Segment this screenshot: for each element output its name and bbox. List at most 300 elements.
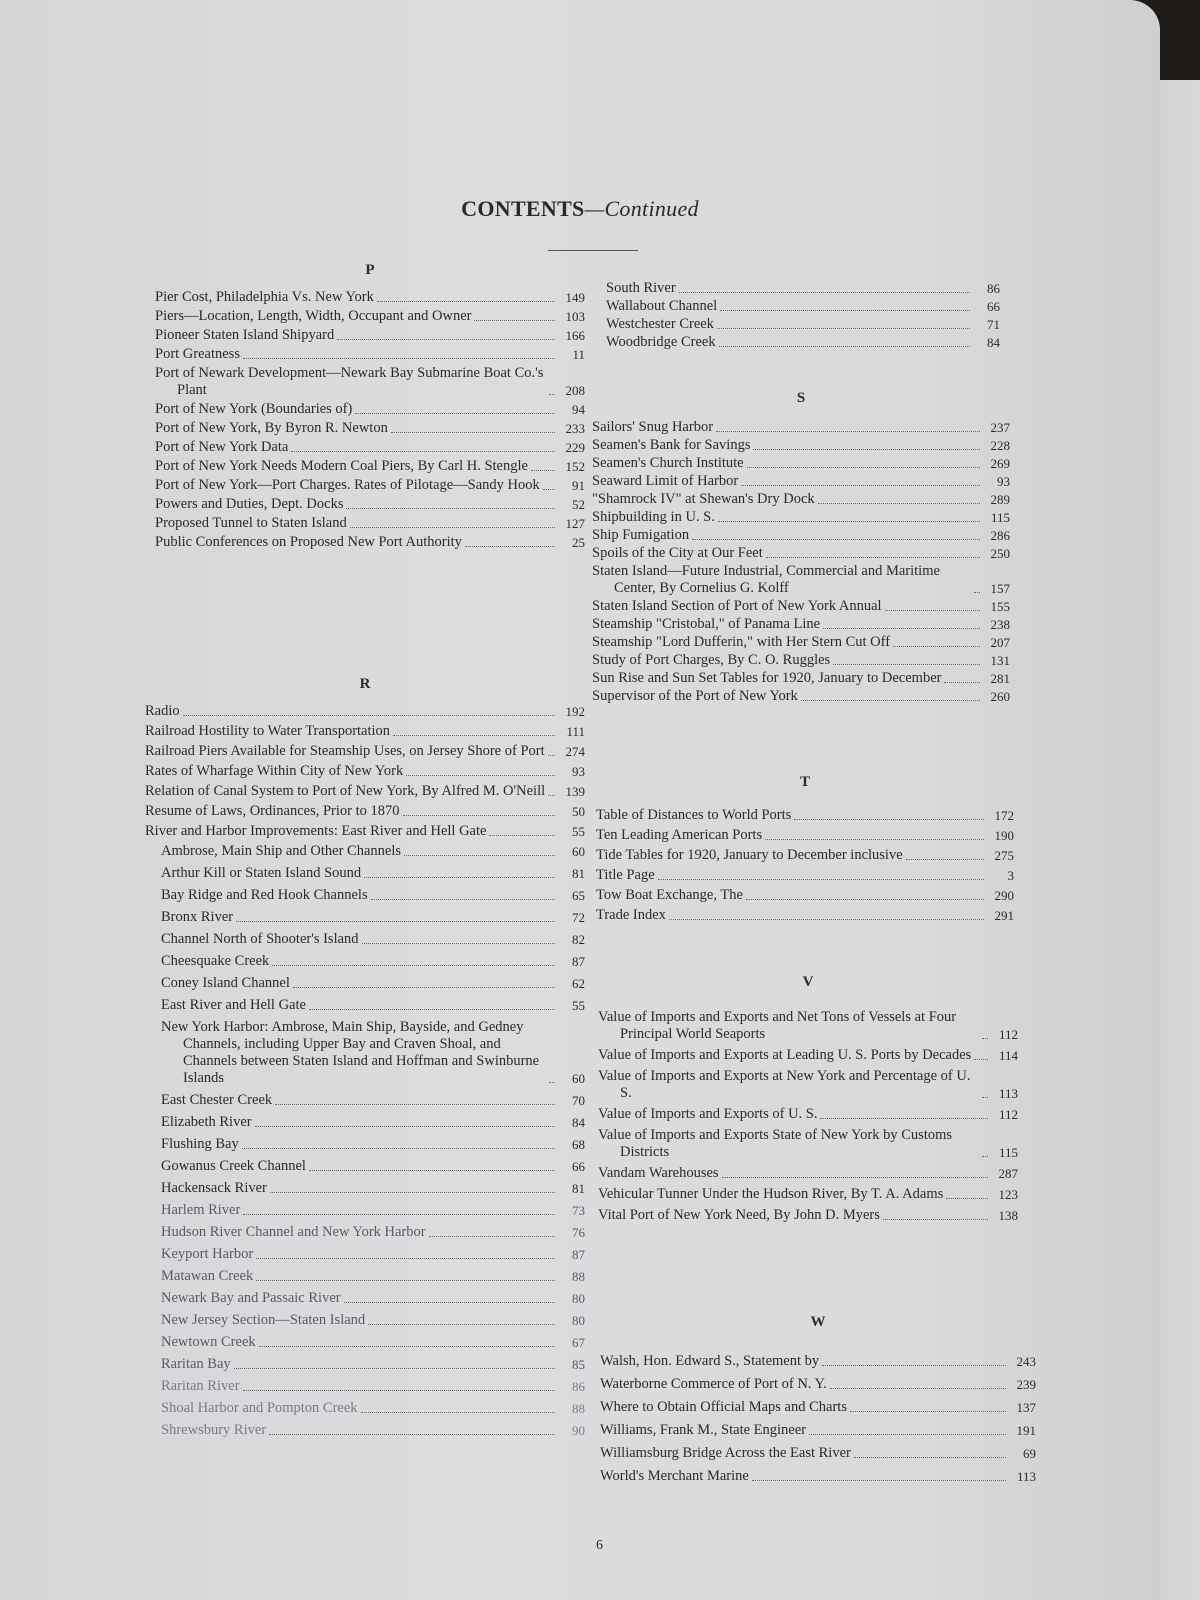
leader-dots (183, 715, 555, 716)
toc-entry-page: 291 (994, 908, 1014, 923)
toc-entry (145, 997, 585, 1014)
toc-entry-title: Steamship "Cristobal," of Panama Line (592, 616, 821, 632)
toc-entry-title: Wallabout Channel (606, 298, 718, 314)
leader-dots (255, 1126, 555, 1127)
toc-entry-title: Staten Island Section of Port of New York Annual (592, 598, 882, 614)
toc-entry-title: Powers and Duties, Dept. Docks (155, 496, 344, 512)
toc-entry-title: Ten Leading American Ports (596, 827, 763, 843)
toc-entry (145, 1422, 585, 1439)
toc-entry (596, 887, 1014, 904)
toc-entry-page: 127 (565, 516, 585, 531)
toc-entry (598, 1068, 1018, 1102)
toc-entry-title: Hackensack River (161, 1180, 267, 1196)
toc-entry-title: Port Greatness (155, 346, 240, 362)
toc-entry (592, 670, 1010, 687)
toc-entry-page: 93 (572, 764, 585, 779)
toc-entry-page: 69 (1023, 1446, 1036, 1461)
toc-entry-page: 228 (990, 438, 1010, 453)
toc-entry-page: 274 (565, 744, 585, 759)
title-divider (548, 250, 638, 251)
toc-entry-title: Rates of Wharfage Within City of New York (145, 763, 404, 779)
toc-entry (145, 803, 585, 820)
toc-entry-title: Woodbridge Creek (606, 334, 716, 350)
toc-entry-title: Public Conferences on Proposed New Port Authority (155, 534, 462, 550)
toc-entry-title: Vandam Warehouses (598, 1165, 719, 1181)
toc-entry (145, 1312, 585, 1329)
toc-entry (155, 534, 585, 551)
toc-entry-title: Vital Port of New York Need, By John D. Myers (598, 1207, 880, 1223)
toc-entry-page: 287 (998, 1166, 1018, 1181)
toc-entry-page: 66 (572, 1159, 585, 1174)
toc-entry-title: Port of Newark Development—Newark Bay Submarine Boat Co.'s Plant (155, 365, 544, 398)
toc-entry (606, 316, 1000, 333)
title-continued: —Continued (584, 196, 699, 221)
leader-dots (974, 592, 980, 593)
toc-entry-page: 113 (1016, 1469, 1036, 1484)
toc-entry-title: Raritan River (161, 1378, 240, 1394)
toc-entry-page: 243 (1016, 1354, 1036, 1369)
toc-entry-page: 25 (572, 535, 585, 550)
toc-entry-page: 166 (565, 328, 585, 343)
toc-entry (592, 688, 1010, 705)
toc-entry (145, 823, 585, 840)
toc-entry (155, 420, 585, 437)
toc-entry (592, 652, 1010, 669)
leader-dots (820, 1118, 988, 1119)
leader-dots (391, 432, 555, 433)
toc-entry (600, 1445, 1036, 1462)
section-t-list (596, 807, 1014, 924)
toc-entry (145, 1246, 585, 1263)
leader-dots (548, 795, 555, 796)
toc-entry-title: Port of New York—Port Charges. Rates of Pilotage—Sandy Hook (155, 477, 540, 493)
toc-entry (155, 327, 585, 344)
leader-dots (718, 521, 980, 522)
leader-dots (833, 664, 980, 665)
toc-entry (145, 843, 585, 860)
toc-entry-title: Shoal Harbor and Pompton Creek (161, 1400, 358, 1416)
leader-dots (719, 346, 970, 347)
toc-entry (596, 807, 1014, 824)
section-letter-w: W (810, 1314, 826, 1330)
toc-entry (145, 783, 585, 800)
toc-entry-title: Title Page (596, 867, 655, 883)
toc-entry (598, 1186, 1018, 1203)
toc-entry (155, 401, 585, 418)
toc-entry (145, 723, 585, 740)
section-letter-r: R (359, 676, 371, 692)
toc-entry-page: 84 (572, 1115, 585, 1130)
leader-dots (794, 819, 984, 820)
toc-entry-page: 50 (572, 804, 585, 819)
leader-dots (337, 339, 555, 340)
leader-dots (489, 835, 555, 836)
section-s (592, 390, 1010, 706)
toc-entry-title: Sun Rise and Sun Set Tables for 1920, January to December (592, 670, 942, 686)
leader-dots (669, 919, 984, 920)
toc-entry-page: 82 (572, 932, 585, 947)
toc-entry-title: Piers—Location, Length, Width, Occupant and Owner (155, 308, 472, 324)
toc-entry-page: 111 (566, 724, 585, 739)
leader-dots (256, 1280, 555, 1281)
toc-entry (592, 563, 1010, 597)
leader-dots (406, 775, 555, 776)
toc-entry (596, 847, 1014, 864)
leader-dots (746, 899, 984, 900)
toc-entry (598, 1106, 1018, 1123)
toc-entry-page: 66 (987, 299, 1000, 314)
toc-entry-page: 81 (572, 866, 585, 881)
toc-entry (145, 1092, 585, 1109)
leader-dots (830, 1388, 1006, 1389)
leader-dots (362, 943, 555, 944)
toc-entry-page: 86 (572, 1379, 585, 1394)
toc-entry (155, 515, 585, 532)
toc-entry (145, 887, 585, 904)
toc-entry-page: 155 (990, 599, 1010, 614)
toc-entry (145, 1224, 585, 1241)
section-letter-t: T (799, 774, 810, 790)
section-letter-v: V (802, 974, 814, 990)
toc-entry (155, 346, 585, 363)
leader-dots (275, 1104, 555, 1105)
toc-entry (145, 763, 585, 780)
toc-entry (145, 743, 585, 760)
section-v-list (598, 1009, 1018, 1224)
toc-entry-title: Raritan Bay (161, 1356, 231, 1372)
toc-entry-page: 86 (987, 281, 1000, 296)
leader-dots (944, 682, 980, 683)
toc-entry-title: Value of Imports and Exports and Net Tons of Vessels at Four Principal World Seaports (598, 1009, 957, 1042)
leader-dots (368, 1324, 555, 1325)
toc-entry-page: 238 (990, 617, 1010, 632)
leader-dots (679, 292, 970, 293)
toc-entry-title: Railroad Piers Available for Steamship Uses, on Jersey Shore of Port (145, 743, 545, 759)
leader-dots (823, 628, 980, 629)
toc-entry-title: River and Harbor Improvements: East River and Hell Gate (145, 823, 487, 839)
toc-entry-title: Trade Index (596, 907, 666, 923)
toc-entry-title: Elizabeth River (161, 1114, 252, 1130)
section-s-list (592, 419, 1010, 705)
toc-entry-title: Williamsburg Bridge Across the East River (600, 1445, 851, 1461)
leader-dots (818, 503, 980, 504)
toc-entry-page: 115 (990, 510, 1010, 525)
toc-entry (145, 1290, 585, 1307)
toc-entry-page: 88 (572, 1269, 585, 1284)
toc-entry-page: 87 (572, 1247, 585, 1262)
section-letter-p: P (365, 262, 375, 278)
toc-entry-title: Hudson River Channel and New York Harbor (161, 1224, 426, 1240)
leader-dots (765, 839, 984, 840)
toc-entry-page: 286 (990, 528, 1010, 543)
toc-entry (598, 1165, 1018, 1182)
leader-dots (720, 310, 970, 311)
toc-entry (596, 827, 1014, 844)
toc-entry-page: 71 (987, 317, 1000, 332)
toc-entry-title: Coney Island Channel (161, 975, 290, 991)
toc-entry-title: Matawan Creek (161, 1268, 254, 1284)
toc-entry-title: Tow Boat Exchange, The (596, 887, 743, 903)
toc-entry (145, 975, 585, 992)
toc-entry-title: Port of New York Data (155, 439, 289, 455)
section-r-list (145, 703, 585, 840)
leader-dots (752, 1480, 1006, 1481)
leader-dots (344, 1302, 555, 1303)
toc-entry-page: 233 (565, 421, 585, 436)
toc-entry-page: 157 (990, 581, 1010, 596)
section-v (598, 974, 1018, 1228)
toc-entry (145, 1378, 585, 1395)
toc-entry-title: Proposed Tunnel to Staten Island (155, 515, 347, 531)
leader-dots (350, 527, 555, 528)
section-letter-s: S (796, 390, 806, 406)
toc-entry-title: Radio (145, 703, 180, 719)
toc-entry-page: 172 (994, 808, 1014, 823)
toc-entry-title: Railroad Hostility to Water Transportation (145, 723, 391, 739)
toc-entry-title: Tide Tables for 1920, January to December inclusive (596, 847, 903, 863)
toc-entry (592, 437, 1010, 454)
toc-entry-title: Port of New York (Boundaries of) (155, 401, 353, 417)
toc-entry-title: Flushing Bay (161, 1136, 239, 1152)
toc-entry (592, 616, 1010, 633)
toc-entry-page: 191 (1016, 1423, 1036, 1438)
toc-entry (596, 867, 1014, 884)
toc-entry-title: New York Harbor: Ambrose, Main Ship, Bayside, and Gedney Channels, including Upper Bay and Craven Shoal, and Channels between Staten Island and Hoffman and Swinburne Islands (161, 1019, 540, 1086)
toc-entry-title: Pioneer Staten Island Shipyard (155, 327, 335, 343)
toc-entry-page: 112 (998, 1107, 1018, 1122)
toc-entry-page: 149 (565, 290, 585, 305)
section-p (155, 262, 585, 553)
toc-entry-page: 67 (572, 1335, 585, 1350)
toc-entry-title: Steamship "Lord Dufferin," with Her Stern Cut Off (592, 634, 891, 650)
toc-entry-page: 52 (572, 497, 585, 512)
toc-entry (145, 1180, 585, 1197)
leader-dots (722, 1177, 988, 1178)
toc-entry-page: 76 (572, 1225, 585, 1240)
page-number: 6 (596, 1538, 603, 1553)
toc-entry-page: 55 (572, 998, 585, 1013)
toc-entry-page: 103 (565, 309, 585, 324)
toc-entry-title: Ship Fumigation (592, 527, 690, 543)
toc-entry-page: 138 (998, 1208, 1018, 1223)
toc-entry-title: Relation of Canal System to Port of New York, By Alfred M. O'Neill (145, 783, 546, 799)
toc-entry-title: World's Merchant Marine (600, 1468, 749, 1484)
leader-dots (809, 1434, 1006, 1435)
toc-entry (592, 545, 1010, 562)
leader-dots (543, 489, 555, 490)
leader-dots (717, 328, 970, 329)
leader-dots (243, 358, 555, 359)
toc-entry (600, 1399, 1036, 1416)
toc-entry (145, 1202, 585, 1219)
toc-entry-title: Williams, Frank M., State Engineer (600, 1422, 807, 1438)
toc-entry (592, 455, 1010, 472)
toc-entry-page: 70 (572, 1093, 585, 1108)
leader-dots (234, 1368, 555, 1369)
toc-entry (145, 909, 585, 926)
toc-entry (606, 280, 1000, 297)
section-w (600, 1314, 1036, 1491)
toc-entry-page: 112 (998, 1027, 1018, 1042)
toc-entry-title: Newark Bay and Passaic River (161, 1290, 341, 1306)
toc-entry-title: Port of New York Needs Modern Coal Piers, By Carl H. Stengle (155, 458, 528, 474)
leader-dots (531, 470, 555, 471)
toc-entry-title: Walsh, Hon. Edward S., Statement by (600, 1353, 820, 1369)
toc-entry-title: Value of Imports and Exports at New York and Percentage of U. S. (598, 1068, 971, 1101)
leader-dots (465, 546, 555, 547)
section-r (145, 676, 585, 1444)
toc-entry-title: Spoils of the City at Our Feet (592, 545, 763, 561)
toc-entry (145, 1400, 585, 1417)
toc-entry-title: Keyport Harbor (161, 1246, 254, 1262)
section-r-continued (606, 280, 1000, 352)
toc-entry-title: East River and Hell Gate (161, 997, 306, 1013)
toc-entry (155, 289, 585, 306)
toc-entry-title: Sailors' Snug Harbor (592, 419, 714, 435)
toc-entry (145, 1334, 585, 1351)
leader-dots (982, 1097, 988, 1098)
section-r-sublist (145, 843, 585, 1439)
toc-entry-page: 93 (997, 474, 1010, 489)
toc-entry-title: Arthur Kill or Staten Island Sound (161, 865, 362, 881)
toc-entry-title: Shipbuilding in U. S. (592, 509, 715, 525)
leader-dots (291, 451, 555, 452)
toc-entry (155, 308, 585, 325)
toc-entry (145, 1114, 585, 1131)
leader-dots (309, 1009, 555, 1010)
toc-entry (598, 1047, 1018, 1064)
toc-entry (145, 703, 585, 720)
toc-entry-title: Westchester Creek (606, 316, 714, 332)
toc-entry (155, 439, 585, 456)
toc-entry-page: 73 (572, 1203, 585, 1218)
toc-entry (592, 598, 1010, 615)
toc-entry (145, 1268, 585, 1285)
toc-entry-page: 65 (572, 888, 585, 903)
leader-dots (822, 1365, 1006, 1366)
toc-entry-page: 80 (572, 1291, 585, 1306)
leader-dots (377, 301, 555, 302)
toc-entry-page: 290 (994, 888, 1014, 903)
leader-dots (716, 431, 980, 432)
leader-dots (242, 1148, 555, 1149)
toc-entry (145, 865, 585, 882)
toc-entry (592, 527, 1010, 544)
leader-dots (982, 1156, 988, 1157)
leader-dots (404, 855, 555, 856)
page-title (0, 196, 1160, 222)
toc-entry-page: 137 (1016, 1400, 1036, 1415)
leader-dots (243, 1390, 555, 1391)
toc-entry-title: Bronx River (161, 909, 234, 925)
leader-dots (741, 485, 980, 486)
toc-entry (600, 1353, 1036, 1370)
toc-entry-page: 260 (990, 689, 1010, 704)
toc-entry-page: 91 (572, 478, 585, 493)
toc-entry (592, 509, 1010, 526)
toc-entry (145, 1136, 585, 1153)
leader-dots (393, 735, 555, 736)
toc-entry (600, 1376, 1036, 1393)
toc-entry-page: 3 (1007, 868, 1014, 883)
toc-entry-page: 229 (565, 440, 585, 455)
leader-dots (293, 987, 555, 988)
toc-entry-page: 85 (572, 1357, 585, 1372)
toc-entry-page: 269 (990, 456, 1010, 471)
toc-entry-page: 190 (994, 828, 1014, 843)
toc-entry (155, 477, 585, 494)
toc-entry-page: 289 (990, 492, 1010, 507)
toc-entry-title: New Jersey Section—Staten Island (161, 1312, 366, 1328)
toc-entry-page: 55 (572, 824, 585, 839)
toc-entry-title: Cheesquake Creek (161, 953, 270, 969)
section-p-list (155, 289, 585, 551)
toc-entry-title: Channel North of Shooter's Island (161, 931, 359, 947)
toc-entry (155, 458, 585, 475)
leader-dots (256, 1258, 555, 1259)
leader-dots (801, 700, 980, 701)
toc-entry-page: 250 (990, 546, 1010, 561)
toc-entry (600, 1422, 1036, 1439)
toc-entry (155, 365, 585, 399)
leader-dots (885, 610, 980, 611)
toc-entry (592, 419, 1010, 436)
leader-dots (236, 921, 555, 922)
leader-dots (371, 899, 555, 900)
toc-entry (592, 473, 1010, 490)
leader-dots (429, 1236, 555, 1237)
leader-dots (270, 1192, 555, 1193)
leader-dots (364, 877, 555, 878)
toc-entry-title: Shrewsbury River (161, 1422, 267, 1438)
toc-entry-title: Harlem River (161, 1202, 241, 1218)
toc-entry-title: South River (606, 280, 676, 296)
toc-entry (145, 931, 585, 948)
toc-entry-page: 152 (565, 459, 585, 474)
toc-entry-title: Value of Imports and Exports State of New York by Customs Districts (598, 1127, 953, 1160)
toc-entry-title: Newtown Creek (161, 1334, 256, 1350)
leader-dots (982, 1038, 988, 1039)
title-main: CONTENTS (461, 196, 585, 221)
toc-entry-page: 192 (565, 704, 585, 719)
toc-entry-title: Seamen's Bank for Savings (592, 437, 751, 453)
toc-entry-page: 11 (572, 347, 585, 362)
toc-entry-title: Seaward Limit of Harbor (592, 473, 739, 489)
toc-entry-page: 131 (990, 653, 1010, 668)
toc-entry-page: 62 (572, 976, 585, 991)
leader-dots (946, 1198, 988, 1199)
leader-dots (403, 815, 555, 816)
toc-entry-page: 281 (990, 671, 1010, 686)
leader-dots (850, 1411, 1006, 1412)
toc-entry-title: Gowanus Creek Channel (161, 1158, 306, 1174)
toc-entry (600, 1468, 1036, 1485)
leader-dots (658, 879, 984, 880)
toc-entry-title: Bay Ridge and Red Hook Channels (161, 887, 368, 903)
toc-entry-title: Waterborne Commerce of Port of N. Y. (600, 1376, 827, 1392)
leader-dots (906, 859, 984, 860)
toc-entry (606, 334, 1000, 351)
leader-dots (549, 394, 555, 395)
toc-entry-page: 94 (572, 402, 585, 417)
toc-entry-title: Value of Imports and Exports of U. S. (598, 1106, 818, 1122)
leader-dots (269, 1434, 555, 1435)
toc-entry-page: 87 (572, 954, 585, 969)
toc-entry (145, 1019, 585, 1087)
toc-entry-title: Where to Obtain Official Maps and Charts (600, 1399, 847, 1415)
toc-entry-page: 80 (572, 1313, 585, 1328)
toc-entry-page: 81 (572, 1181, 585, 1196)
